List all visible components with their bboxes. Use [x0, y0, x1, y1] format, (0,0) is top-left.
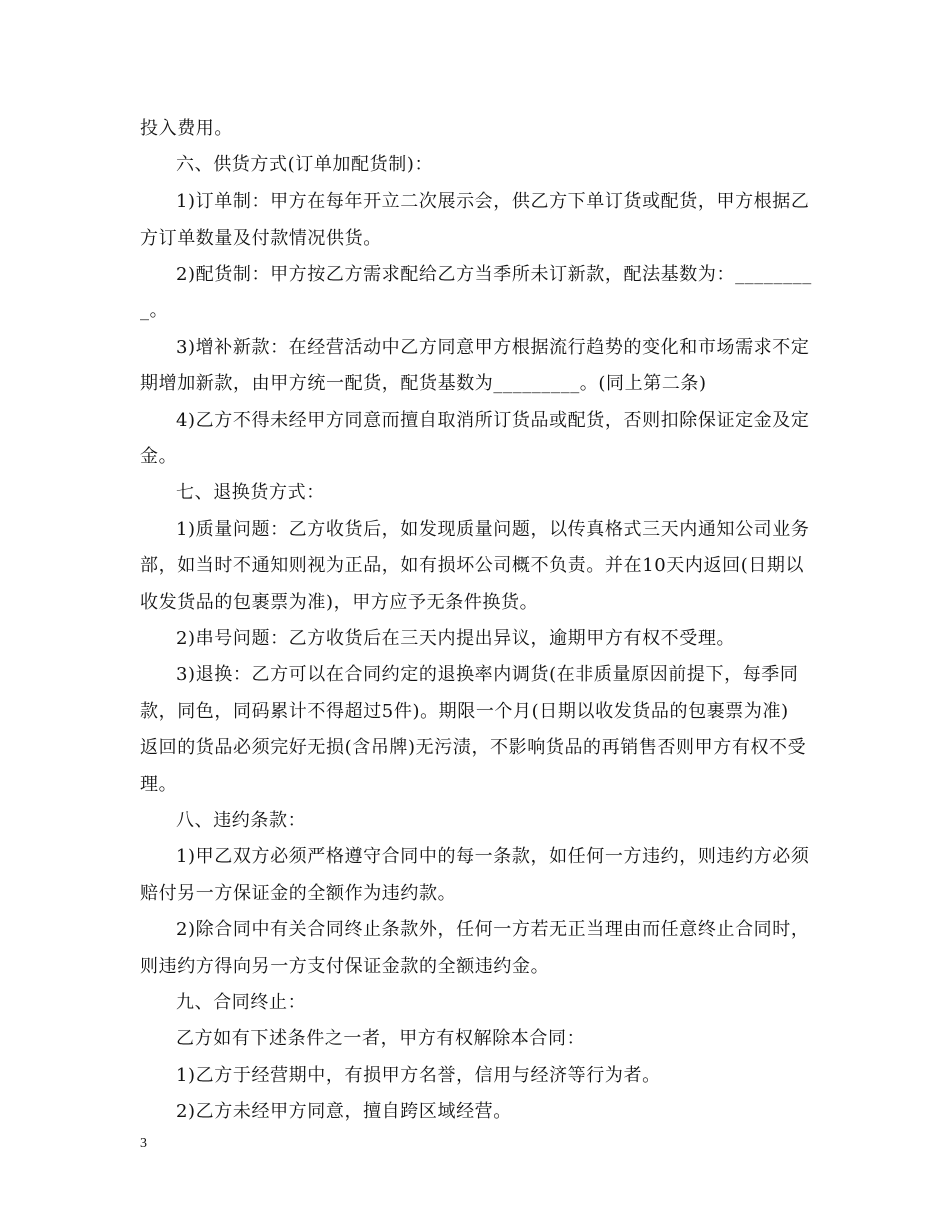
section-heading: 七、退换货方式： — [176, 482, 325, 503]
section-heading: 八、违约条款： — [176, 810, 307, 831]
text-line: 部，如当时不通知则视为正品，如有损坏公司概不负责。并在10天内返回(日期以 — [140, 555, 805, 576]
text-line: 1)质量问题：乙方收货后，如发现质量问题，以传真格式三天内通知公司业务 — [176, 519, 810, 540]
text-line: 理。 — [140, 774, 178, 795]
text-line: 乙方如有下述条件之一者，甲方有权解除本合同： — [176, 1028, 586, 1049]
text-line: 1)甲乙双方必须严格遵守合同中的每一条款，如任何一方违约，则违约方必须 — [176, 846, 810, 867]
section-heading: 九、合同终止： — [176, 992, 307, 1013]
text-line: 则违约方得向另一方支付保证金款的全额违约金。 — [140, 956, 550, 977]
text-line: 2)除合同中有关合同终止条款外，任何一方若无正当理由而任意终止合同时， — [176, 919, 810, 940]
text-line: 2)串号问题：乙方收货后在三天内提出异议，逾期甲方有权不受理。 — [176, 628, 736, 649]
text-line: 收发货品的包裹票为准)，甲方应予无条件换货。 — [140, 592, 539, 613]
text-line: 金。 — [140, 446, 178, 467]
text-line: 3)退换：乙方可以在合同约定的退换率内调货(在非质量原因前提下，每季同 — [176, 664, 799, 685]
text-line: 2)乙方未经甲方同意，擅自跨区域经营。 — [176, 1101, 512, 1122]
text-line: 返回的货品必须完好无损(含吊牌)无污渍，不影响货品的再销售否则甲方有权不受 — [140, 737, 807, 758]
section-heading: 六、供货方式(订单加配货制)： — [176, 154, 434, 175]
text-line: 2)配货制：甲方按乙方需求配给乙方当季所未订新款，配法基数为：________ — [176, 264, 812, 285]
text-line: 投入费用。 — [140, 118, 233, 139]
text-line: 期增加新款，由甲方统一配货，配货基数为_________。(同上第二条) — [140, 373, 707, 394]
text-line: _。 — [140, 300, 169, 321]
text-line: 1)乙方于经营期中，有损甲方名誉，信用与经济等行为者。 — [176, 1065, 661, 1086]
page-number: 3 — [140, 1136, 147, 1151]
text-line: 1)订单制：甲方在每年开立二次展示会，供乙方下单订货或配货，甲方根据乙 — [176, 191, 810, 212]
text-line: 4)乙方不得未经甲方同意而擅自取消所订货品或配货，否则扣除保证定金及定 — [176, 410, 810, 431]
text-line: 款，同色，同码累计不得超过5件)。期限一个月(日期以收发货品的包裹票为准) — [140, 701, 789, 722]
text-line: 方订单数量及付款情况供货。 — [140, 228, 382, 249]
text-line: 赔付另一方保证金的全额作为违约款。 — [140, 883, 457, 904]
text-line: 3)增补新款：在经营活动中乙方同意甲方根据流行趋势的变化和市场需求不定 — [176, 337, 810, 358]
